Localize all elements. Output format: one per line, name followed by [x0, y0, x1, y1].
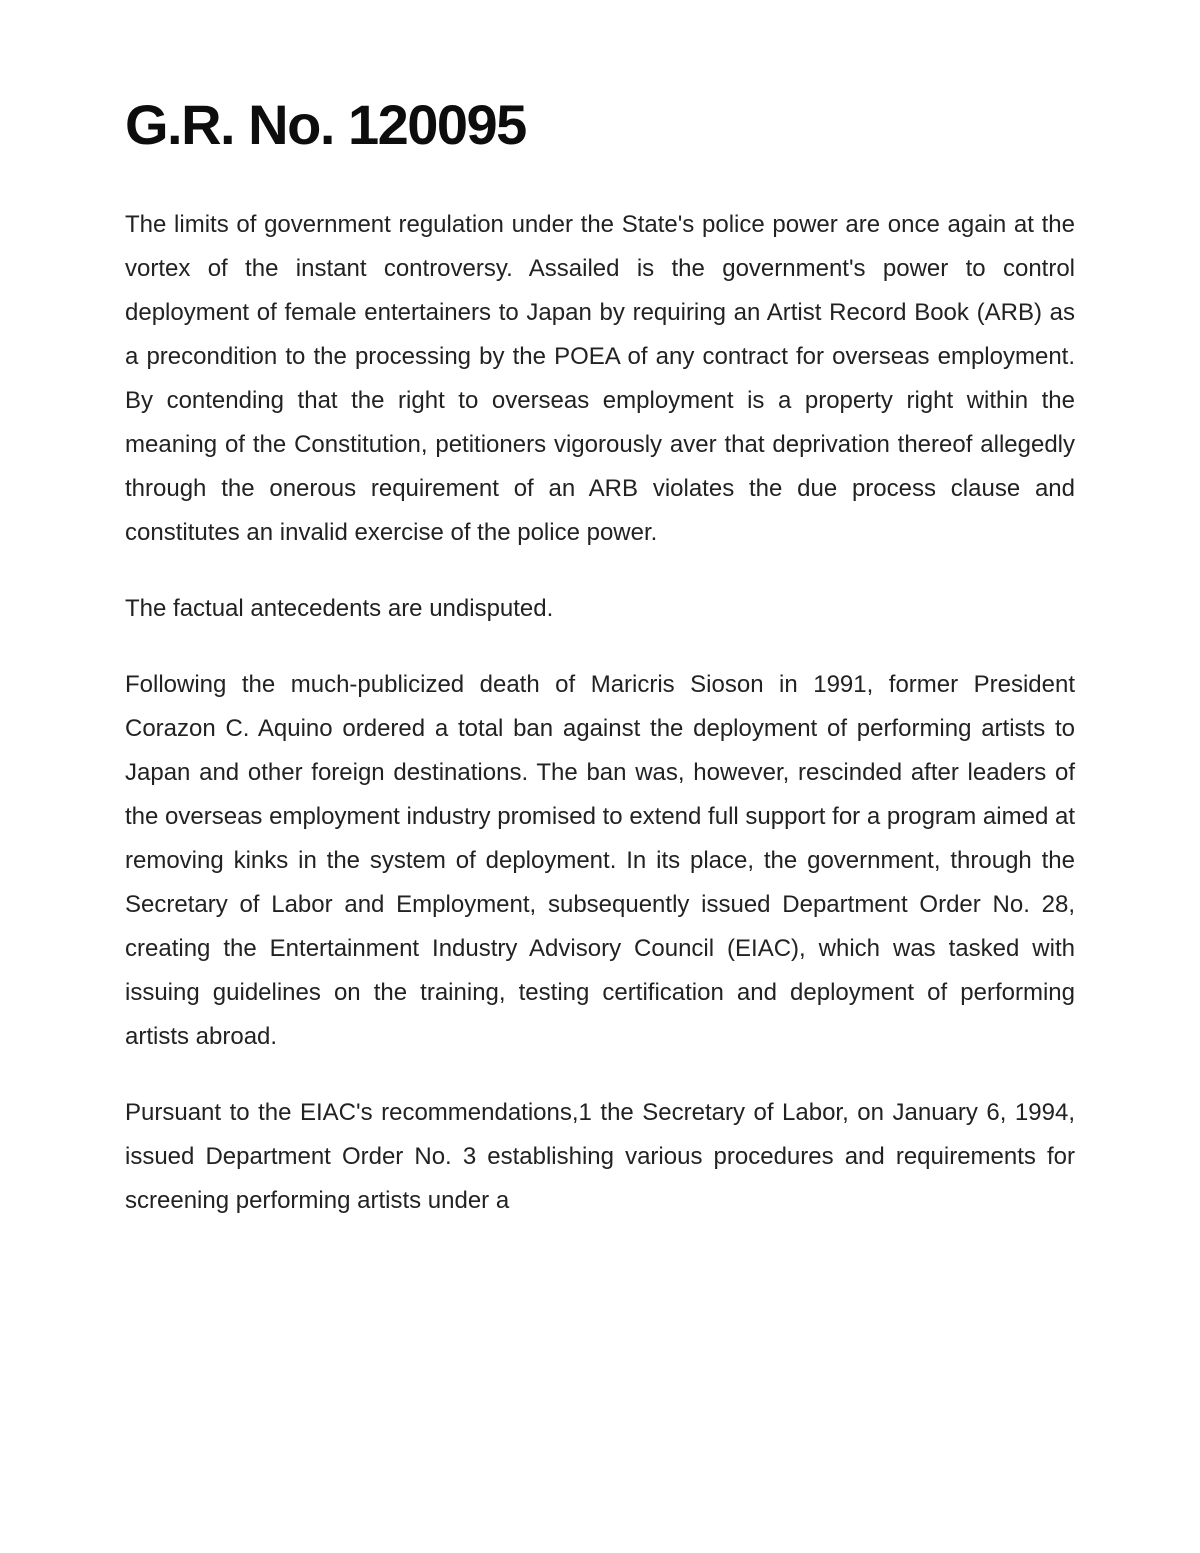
paragraph-factual-antecedents: The factual antecedents are undisputed. — [125, 595, 554, 622]
paragraph-eiac-recommendations: Pursuant to the EIAC's recommendations,1 the Secretary of Labor, on January 6, 1994, issued Department Order No. 3 establishing various procedures and requirements for screening performing artists under a — [125, 1099, 1075, 1214]
document-title: G.R. No. 120095 — [125, 93, 526, 156]
paragraph-intro: The limits of government regulation under the State's police power are once again at the vortex of the instant controversy. Assailed is the government's power to control deployment of female entertainers to Japan by requiring an Artist Record Book (ARB) as a precondition to the processing by the POEA of any contract for overseas employment. By contending that the right to overseas employment is a property right within the meaning of the Constitution, petitioners vigorously aver that deprivation thereof allegedly through the onerous requirement of an ARB violates the due process clause and constitutes an invalid exercise of the police power. — [125, 211, 1075, 546]
paragraph-background: Following the much-publicized death of Maricris Sioson in 1991, former President Corazon C. Aquino ordered a total ban against the deployment of performing artists to Japan and other foreign destinations. The ban was, however, rescinded after leaders of the overseas employment industry promised to extend full support for a program aimed at removing kinks in the system of deployment. In its place, the government, through the Secretary of Labor and Employment, subsequently issued Department Order No. 28, creating the Entertainment Industry Advisory Council (EIAC), which was tasked with issuing guidelines on the training, testing certification and deployment of performing artists abroad. — [125, 671, 1075, 1050]
